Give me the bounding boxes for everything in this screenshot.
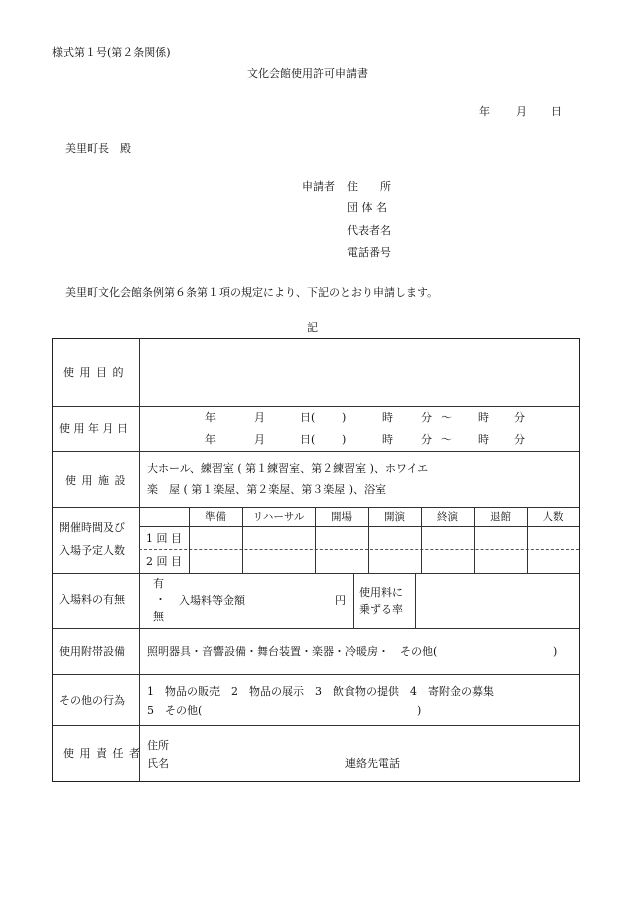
date-minute-2: 分 xyxy=(421,433,432,446)
date-year-1: 年 xyxy=(205,411,216,424)
schedule-row-2-label: 2 回 目 xyxy=(146,555,182,568)
date-minute-end-2: 分 xyxy=(514,433,525,446)
date-tilde-1: 〜 xyxy=(441,411,452,424)
date-hour-end-2: 時 xyxy=(478,433,489,446)
schedule-header-end: 終演 xyxy=(437,511,458,523)
row-divider xyxy=(53,674,579,675)
responsible-address-label: 住所 xyxy=(147,739,169,752)
date-year-label: 年 xyxy=(479,105,490,118)
row-divider xyxy=(53,725,579,726)
applicant-group-label: 団 体 名 xyxy=(347,201,387,214)
form-title: 文化会館使用許可申請書 xyxy=(247,67,368,80)
equipment-other-close: ) xyxy=(553,645,558,658)
responsible-contact-label: 連絡先電話 xyxy=(345,757,400,770)
equipment-label: 使用附帯設備 xyxy=(59,645,125,658)
date-hour-2: 時 xyxy=(382,433,393,446)
other-acts-options-line-1[interactable]: 1 物品の販売 2 物品の展示 3 飲食物の提供 4 寄附金の募集 xyxy=(147,685,494,698)
schedule-row-1-label: 1 回 目 xyxy=(146,532,182,545)
date-hour-end-1: 時 xyxy=(478,411,489,424)
date-minute-1: 分 xyxy=(421,411,432,424)
facility-options-line-2[interactable]: 楽 屋 ( 第１楽屋、第２楽屋、第３楽屋 )、浴室 xyxy=(147,483,387,496)
other-acts-label: その他の行為 xyxy=(59,694,125,707)
schedule-header-rehearsal: リハーサル xyxy=(252,511,305,523)
admission-amount-label: 入場料等金額 xyxy=(179,594,245,607)
purpose-label: 使 用 目 的 xyxy=(63,366,125,379)
admission-label: 入場料の有無 xyxy=(59,593,125,606)
addressee: 美里町長 殿 xyxy=(65,142,131,155)
admission-yes-option[interactable]: 有 xyxy=(153,577,164,590)
date-day-1: 日( xyxy=(300,411,316,424)
schedule-header-open: 開場 xyxy=(331,511,352,523)
applicant-phone-label: 電話番号 xyxy=(347,246,391,259)
date-month-2: 月 xyxy=(254,433,265,446)
date-label: 使 用 年 月 日 xyxy=(59,422,128,435)
statement: 美里町文化会館条例第６条第１項の規定により、下記のとおり申請します。 xyxy=(65,286,439,299)
applicant-address-label: 住 所 xyxy=(347,180,391,193)
facility-label: 使 用 施 設 xyxy=(65,474,127,487)
date-month-1: 月 xyxy=(254,411,265,424)
admission-divider xyxy=(415,573,416,628)
date-close-1: ) xyxy=(342,411,347,424)
date-day-label: 日 xyxy=(551,105,562,118)
rate-label-line-2: 乗ずる率 xyxy=(359,603,403,616)
date-year-2: 年 xyxy=(205,433,216,446)
row-divider xyxy=(53,451,579,452)
schedule-row-divider xyxy=(139,549,579,550)
application-table xyxy=(52,338,580,782)
schedule-header-leave: 退館 xyxy=(490,511,511,523)
form-number: 様式第１号(第２条関係) xyxy=(52,46,171,59)
date-minute-end-1: 分 xyxy=(514,411,525,424)
facility-options-line-1[interactable]: 大ホール、練習室 ( 第１練習室、第２練習室 )、ホワイエ xyxy=(147,462,429,475)
admission-divider xyxy=(353,573,354,628)
date-tilde-2: 〜 xyxy=(441,433,452,446)
schedule-header-count: 人数 xyxy=(542,511,564,523)
date-close-2: ) xyxy=(342,433,347,446)
admission-dot: ・ xyxy=(155,593,166,606)
schedule-header-prep: 準備 xyxy=(205,511,226,523)
responsible-name-label: 氏名 xyxy=(147,757,169,770)
schedule-header-divider xyxy=(139,526,579,527)
applicant-representative-label: 代表者名 xyxy=(347,224,391,237)
row-divider xyxy=(53,573,579,574)
equipment-options[interactable]: 照明器具・音響設備・舞台装置・楽器・冷暖房・ その他( xyxy=(147,645,438,658)
schedule-label-line-1: 開催時間及び xyxy=(59,521,125,534)
responsible-label: 使 用 責 任 者 xyxy=(63,747,141,760)
date-day-2: 日( xyxy=(300,433,316,446)
schedule-label-line-2: 入場予定人数 xyxy=(59,544,125,557)
date-month-label: 月 xyxy=(516,105,527,118)
row-divider xyxy=(53,628,579,629)
schedule-header-start: 開演 xyxy=(384,511,405,523)
ki-heading: 記 xyxy=(307,321,318,334)
other-acts-close: ) xyxy=(417,704,422,717)
rate-field[interactable] xyxy=(417,575,577,627)
admission-no-option[interactable]: 無 xyxy=(153,610,164,623)
row-divider xyxy=(53,406,579,407)
admission-yen: 円 xyxy=(335,594,346,607)
row-divider xyxy=(53,507,579,508)
rate-label-line-1: 使用料に xyxy=(359,586,403,599)
other-acts-options-line-2[interactable]: 5 その他( xyxy=(147,704,203,717)
date-hour-1: 時 xyxy=(382,411,393,424)
purpose-field[interactable] xyxy=(141,340,578,405)
applicant-lead: 申請者 xyxy=(302,180,335,193)
